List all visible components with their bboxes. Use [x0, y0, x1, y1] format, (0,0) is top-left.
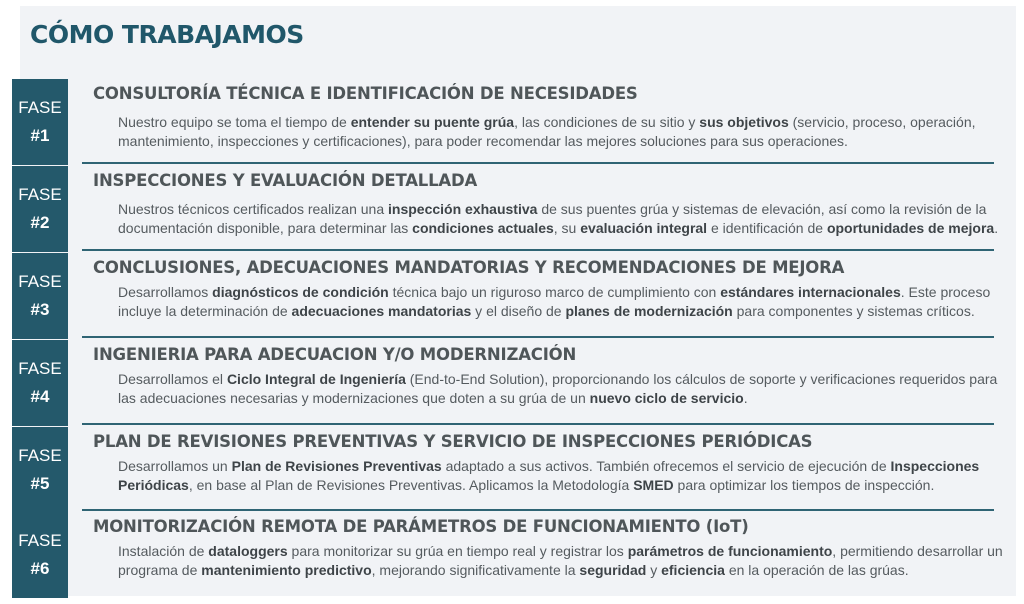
body-text: para monitorizar su grúa en tiempo real y registrar los	[287, 543, 628, 559]
phase-number: #2	[30, 213, 50, 232]
phase-badge	[12, 79, 68, 165]
phase-heading: MONITORIZACIÓN REMOTA DE PARÁMETROS DE FUNCIONAMIENTO (IoT)	[93, 517, 749, 536]
emphasis-text: Plan de Revisiones Preventivas	[231, 458, 442, 474]
body-text: para optimizar los tiempos de inspección.	[673, 477, 935, 493]
body-text: Instalación de	[118, 543, 209, 559]
phase-heading: CONSULTORÍA TÉCNICA E IDENTIFICACIÓN DE NECESIDADES	[93, 84, 638, 103]
divider	[82, 336, 994, 338]
body-text: , en base al Plan de Revisiones Preventivas. Aplicamos la Metodología	[188, 477, 634, 493]
phase-number: #6	[30, 559, 50, 578]
divider	[82, 249, 994, 251]
emphasis-text: eficiencia	[661, 562, 725, 578]
emphasis-text: condiciones actuales	[412, 220, 554, 236]
body-text: Desarrollamos un	[118, 458, 232, 474]
divider	[82, 509, 994, 511]
phase-label: FASE	[18, 185, 62, 204]
body-text: Desarrollamos el	[118, 371, 227, 387]
body-text: (servicio, proceso, operación, mantenimiento, inspecciones y certificaciones), para poder recomendar las mejores soluciones para sus operaciones.	[118, 114, 976, 149]
emphasis-text: evaluación integral	[580, 220, 708, 236]
divider	[82, 162, 994, 164]
emphasis-text: nuevo ciclo de servicio	[589, 390, 744, 406]
emphasis-text: diagnósticos de condición	[212, 284, 389, 300]
emphasis-text: adecuaciones mandatorias	[291, 303, 472, 319]
phase-description	[118, 113, 1003, 151]
emphasis-text: dataloggers	[208, 543, 288, 559]
phase-description	[118, 457, 1003, 495]
emphasis-text: inspección exhaustiva	[388, 201, 538, 217]
body-text: e identificación de	[707, 220, 827, 236]
phase-description	[118, 370, 1003, 408]
body-text: y	[646, 562, 662, 578]
phase-label: FASE	[18, 272, 62, 291]
phase-label: FASE	[18, 531, 62, 550]
body-text: en la operación de las grúas.	[724, 562, 909, 578]
body-text: Desarrollamos	[118, 284, 213, 300]
emphasis-text: Inspecciones Periódicas	[118, 458, 980, 493]
phase-number: #3	[30, 300, 50, 319]
body-text: adaptado a sus activos. También ofrecemos el servicio de ejecución de	[441, 458, 891, 474]
phase-label: FASE	[18, 98, 62, 117]
emphasis-text: parámetros de funcionamiento	[627, 543, 833, 559]
phase-number: #4	[30, 387, 50, 406]
emphasis-text: SMED	[633, 477, 674, 493]
phase-number: #1	[30, 126, 50, 145]
phase-badge	[12, 427, 68, 513]
page-title: CÓMO TRABAJAMOS	[30, 20, 304, 49]
body-text: .	[994, 220, 999, 236]
phase-badge	[12, 340, 68, 426]
body-text: , su	[553, 220, 581, 236]
body-text: , mejorando significativamente la	[371, 562, 580, 578]
phase-description	[118, 542, 1003, 580]
body-text: Nuestro equipo se toma el tiempo de	[118, 114, 351, 130]
body-text: Nuestros técnicos certificados realizan una	[118, 201, 389, 217]
body-text: (End-to-End Solution), proporcionando los cálculos de soporte y verificaciones requeridos para las adecuaciones necesarias y modernizaciones que doten a su grúa de un	[118, 371, 998, 406]
emphasis-text: sus objetivos	[699, 114, 789, 130]
emphasis-text: estándares internacionales	[720, 284, 901, 300]
body-text: , las condiciones de su sitio y	[514, 114, 700, 130]
phase-heading: CONCLUSIONES, ADECUACIONES MANDATORIAS Y RECOMENDACIONES DE MEJORA	[93, 258, 845, 277]
phase-label: FASE	[18, 446, 62, 465]
body-text: .	[743, 390, 748, 406]
emphasis-text: mantenimiento predictivo	[201, 562, 372, 578]
phase-description	[118, 200, 1003, 238]
emphasis-text: oportunidades de mejora	[826, 220, 995, 236]
body-text: técnica bajo un riguroso marco de cumplimiento con	[388, 284, 721, 300]
body-text: y el diseño de	[471, 303, 566, 319]
body-text: . Este proceso incluye la determinación de	[118, 284, 991, 319]
body-text: para componentes y sistemas críticos.	[732, 303, 975, 319]
body-text: de sus puentes grúa y sistemas de elevación, así como la revisión de la documentación disponible, para determinar las	[118, 201, 987, 236]
body-text: , permitiendo desarrollar un programa de	[118, 543, 1003, 578]
phase-badge	[12, 512, 68, 598]
phase-heading: INGENIERIA PARA ADECUACION Y/O MODERNIZACIÓN	[93, 345, 577, 364]
emphasis-text: entender su puente grúa	[350, 114, 515, 130]
phase-description	[118, 283, 1003, 321]
phase-heading: INSPECCIONES Y EVALUACIÓN DETALLADA	[93, 171, 478, 190]
phase-number: #5	[30, 474, 50, 493]
emphasis-text: planes de modernización	[565, 303, 733, 319]
divider	[82, 423, 994, 425]
phase-heading: PLAN DE REVISIONES PREVENTIVAS Y SERVICIO DE INSPECCIONES PERIÓDICAS	[93, 432, 813, 451]
phase-badge	[12, 253, 68, 339]
phase-label: FASE	[18, 359, 62, 378]
emphasis-text: Ciclo Integral de Ingeniería	[226, 371, 406, 387]
emphasis-text: seguridad	[579, 562, 647, 578]
phase-badge	[12, 166, 68, 252]
